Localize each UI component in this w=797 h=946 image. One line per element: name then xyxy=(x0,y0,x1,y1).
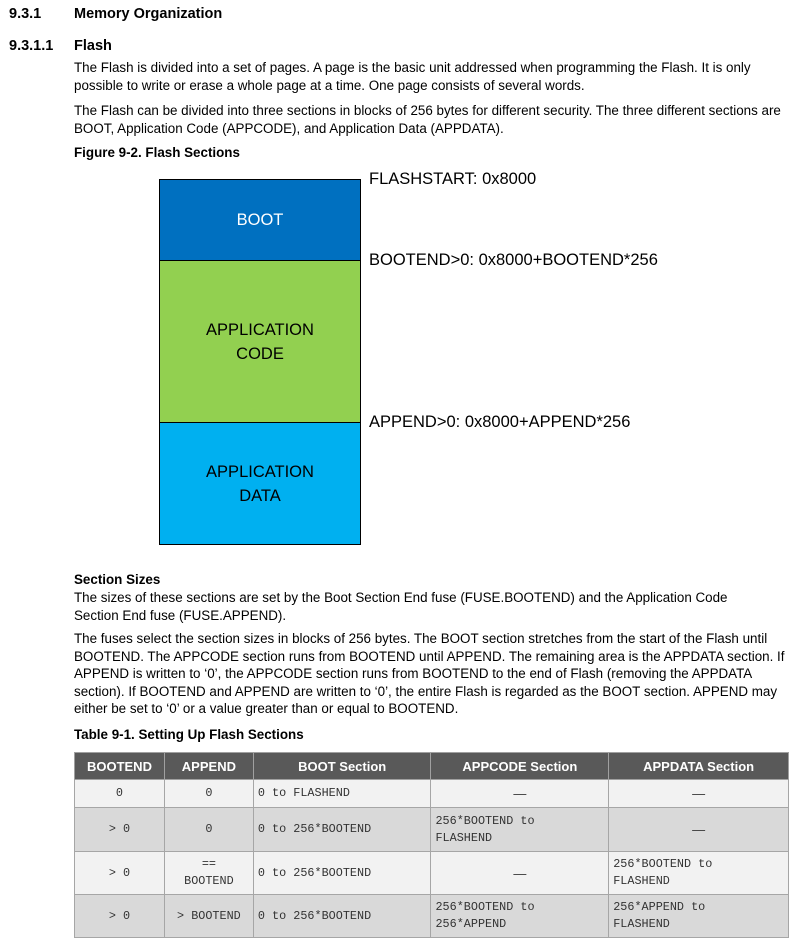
subheading-section-sizes: Section Sizes xyxy=(74,572,161,587)
table-row xyxy=(75,852,789,895)
header-appdata-section: APPDATA Section xyxy=(609,753,789,780)
application-data-label-line2: DATA xyxy=(239,486,281,505)
header-append: APPEND xyxy=(164,753,253,780)
cell-append: > BOOTEND xyxy=(164,895,253,938)
boot-label: BOOT xyxy=(236,211,284,229)
address-bootend: BOOTEND>0: 0x8000+BOOTEND*256 xyxy=(369,251,658,269)
flash-sections-table xyxy=(74,752,789,938)
cell-appcode-section: 256*BOOTEND to FLASHEND xyxy=(431,808,609,852)
cell-bootend: 0 xyxy=(75,780,165,808)
header-bootend: BOOTEND xyxy=(75,753,165,780)
application-data-label-line1: APPLICATION xyxy=(206,462,314,481)
application-code-label-line1: APPLICATION xyxy=(206,320,314,339)
table-row xyxy=(75,895,789,938)
cell-append: 0 xyxy=(164,780,253,808)
cell-appdata-section: 256*BOOTEND to FLASHEND xyxy=(609,852,789,895)
table-header-row xyxy=(75,753,789,780)
cell-bootend: > 0 xyxy=(75,852,165,895)
figure-caption: Figure 9-2. Flash Sections xyxy=(74,145,240,160)
cell-appdata-section: — xyxy=(609,780,789,808)
application-code-label-line2: CODE xyxy=(236,344,284,363)
paragraph-section-sizes-fuses: The sizes of these sections are set by the Boot Section End fuse (FUSE.BOOTEND) and the Application Code Section End fuse (FUSE.APPEND). xyxy=(74,590,728,623)
table-row xyxy=(75,780,789,808)
cell-appcode-section: — xyxy=(431,780,609,808)
table-row xyxy=(75,808,789,852)
cell-append: 0 xyxy=(164,808,253,852)
section-number-9-3-1: 9.3.1 xyxy=(9,6,42,22)
cell-appcode-section: 256*BOOTEND to 256*APPEND xyxy=(431,895,609,938)
cell-appdata-section: 256*APPEND to FLASHEND xyxy=(609,895,789,938)
header-boot-section: BOOT Section xyxy=(253,753,431,780)
cell-boot-section: 0 to 256*BOOTEND xyxy=(253,808,431,852)
paragraph-flash-sections: The Flash can be divided into three sections in blocks of 256 bytes for different security. The three different sections are BOOT, Application Code (APPCODE), and Application Data (APPDATA). xyxy=(74,103,781,136)
section-title-flash: Flash xyxy=(74,38,112,54)
table-caption: Table 9-1. Setting Up Flash Sections xyxy=(74,727,304,742)
boot-block xyxy=(159,179,361,261)
application-data-block xyxy=(159,422,361,545)
cell-boot-section: 0 to FLASHEND xyxy=(253,780,431,808)
address-flashstart: FLASHSTART: 0x8000 xyxy=(369,170,537,188)
paragraph-section-sizes-details: The fuses select the section sizes in blocks of 256 bytes. The BOOT section stretches from the start of the Flash until BOOTEND. The APPCODE section runs from BOOTEND until APPEND. The remaining area is the APPDATA section. If APPEND is written to ‘0’, the APPCODE section runs from BOOTEND to the end of Flash (removing the APPDATA section). If BOOTEND and APPEND are written to ‘0’, the entire Flash is regarded as the BOOT section. APPEND may either be set to ‘0’ or a value greater than or equal to BOOTEND. xyxy=(74,631,785,716)
header-appcode-section: APPCODE Section xyxy=(431,753,609,780)
cell-boot-section: 0 to 256*BOOTEND xyxy=(253,852,431,895)
paragraph-flash-pages: The Flash is divided into a set of pages. A page is the basic unit addressed when programming the Flash. It is only possible to write or erase a whole page at a time. One page consists of several words. xyxy=(74,60,751,93)
cell-appdata-section: — xyxy=(609,808,789,852)
application-code-block xyxy=(159,260,361,423)
address-append: APPEND>0: 0x8000+APPEND*256 xyxy=(369,413,631,431)
cell-bootend: > 0 xyxy=(75,895,165,938)
cell-boot-section: 0 to 256*BOOTEND xyxy=(253,895,431,938)
cell-append: == BOOTEND xyxy=(164,852,253,895)
cell-bootend: > 0 xyxy=(75,808,165,852)
cell-appcode-section: — xyxy=(431,852,609,895)
section-title-memory-organization: Memory Organization xyxy=(74,6,223,22)
section-number-9-3-1-1: 9.3.1.1 xyxy=(9,38,54,54)
